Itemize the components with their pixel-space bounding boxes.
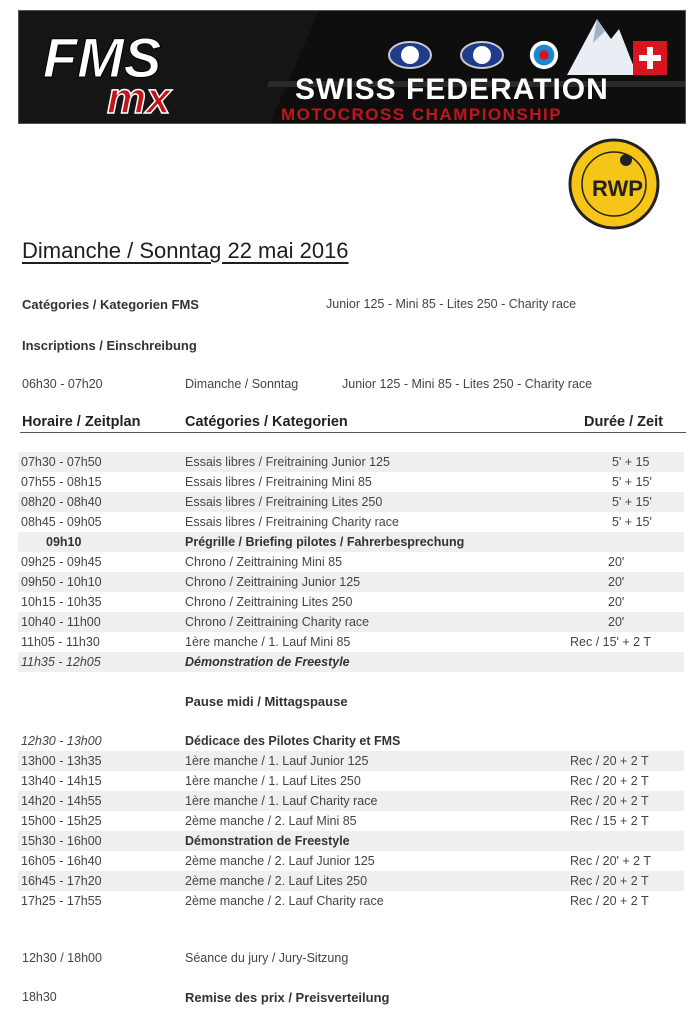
row-duration: Rec / 20 + 2 T xyxy=(570,754,649,768)
row-duration: Rec / 20' + 2 T xyxy=(570,854,652,868)
swiss-olympic-badge-icon xyxy=(527,39,561,71)
header-category: Catégories / Kategorien xyxy=(185,414,348,430)
fim-badge-icon xyxy=(387,39,433,71)
row-event: 1ère manche / 1. Lauf Junior 125 xyxy=(185,754,369,768)
row-time: 13h40 - 14h15 xyxy=(21,774,102,788)
table-row xyxy=(18,492,684,512)
federation-title: SWISS FEDERATION xyxy=(295,73,609,106)
registration-day: Dimanche / Sonntag xyxy=(185,377,299,391)
fms-mx-logo xyxy=(37,25,287,115)
table-row xyxy=(18,552,684,572)
row-event: Dédicace des Pilotes Charity et FMS xyxy=(185,734,401,748)
row-time: 09h25 - 09h45 xyxy=(21,555,102,569)
table-row xyxy=(18,891,684,911)
header-banner xyxy=(18,10,686,124)
lunch-break: Pause midi / Mittagspause xyxy=(185,694,348,709)
row-duration: Rec / 20 + 2 T xyxy=(570,774,649,788)
row-event: Démonstration de Freestyle xyxy=(185,655,350,669)
jury-time: 12h30 / 18h00 xyxy=(22,951,102,965)
row-time: 07h30 - 07h50 xyxy=(21,455,102,469)
row-time: 09h50 - 10h10 xyxy=(21,575,102,589)
row-event: Essais libres / Freitraining Mini 85 xyxy=(185,475,372,489)
header-duration: Durée / Zeit xyxy=(584,414,663,430)
categories-value: Junior 125 - Mini 85 - Lites 250 - Charity race xyxy=(326,297,577,311)
row-time: 10h15 - 10h35 xyxy=(21,595,102,609)
row-event: 2ème manche / 2. Lauf Junior 125 xyxy=(185,854,375,868)
championship-subtitle: MOTOCROSS CHAMPIONSHIP xyxy=(281,105,563,124)
svg-text:FMS: FMS xyxy=(43,26,162,89)
row-event: Démonstration de Freestyle xyxy=(185,834,350,848)
row-duration: 5' + 15' xyxy=(612,475,652,489)
fim-europe-badge-icon xyxy=(459,39,505,71)
table-row xyxy=(18,512,684,532)
row-event: Prégrille / Briefing pilotes / Fahrerbesprechung xyxy=(185,535,465,549)
row-time: 11h35 - 12h05 xyxy=(21,655,101,669)
row-duration: Rec / 20 + 2 T xyxy=(570,874,649,888)
table-row xyxy=(18,851,684,871)
row-time: 14h20 - 14h55 xyxy=(21,794,102,808)
registration-time: 06h30 - 07h20 xyxy=(22,377,103,391)
registration-categories: Junior 125 - Mini 85 - Lites 250 - Charity race xyxy=(342,377,593,391)
table-row xyxy=(18,771,684,791)
table-row xyxy=(18,751,684,771)
row-time: 10h40 - 11h00 xyxy=(21,615,101,629)
table-row xyxy=(18,532,684,552)
row-duration: 20' xyxy=(608,575,625,589)
row-duration: Rec / 20 + 2 T xyxy=(570,894,649,908)
row-event: Essais libres / Freitraining Junior 125 xyxy=(185,455,390,469)
row-time: 08h20 - 08h40 xyxy=(21,495,102,509)
header-divider xyxy=(20,432,686,433)
table-row xyxy=(18,452,684,472)
header-time: Horaire / Zeitplan xyxy=(22,414,141,430)
row-time: 07h55 - 08h15 xyxy=(21,475,102,489)
row-time: 15h30 - 16h00 xyxy=(21,834,102,848)
table-row xyxy=(18,652,684,672)
row-duration: 5' + 15 xyxy=(612,455,650,469)
table-row xyxy=(18,831,684,851)
table-row xyxy=(18,731,684,751)
row-time: 15h00 - 15h25 xyxy=(21,814,102,828)
row-event: Chrono / Zeittraining Charity race xyxy=(185,615,370,629)
row-duration: 5' + 15' xyxy=(612,495,652,509)
row-time: 12h30 - 13h00 xyxy=(21,734,102,748)
table-row xyxy=(18,592,684,612)
row-duration: Rec / 15 + 2 T xyxy=(570,814,649,828)
table-row xyxy=(18,612,684,632)
row-time: 17h25 - 17h55 xyxy=(21,894,102,908)
table-row xyxy=(18,632,684,652)
row-event: 1ère manche / 1. Lauf Mini 85 xyxy=(185,635,351,649)
table-row xyxy=(18,572,684,592)
row-time: 16h45 - 17h20 xyxy=(21,874,102,888)
row-duration: 5' + 15' xyxy=(612,515,652,529)
row-time: 09h10 xyxy=(46,535,82,549)
row-event: Chrono / Zeittraining Junior 125 xyxy=(185,575,361,589)
svg-text:RWP: RWP xyxy=(592,176,643,201)
page-title: Dimanche / Sonntag 22 mai 2016 xyxy=(22,238,349,263)
table-row xyxy=(18,791,684,811)
row-duration: Rec / 15' + 2 T xyxy=(570,635,652,649)
svg-text:mx: mx xyxy=(107,74,171,115)
row-duration: Rec / 20 + 2 T xyxy=(570,794,649,808)
rwp-sponsor-logo xyxy=(568,138,660,230)
row-event: 2ème manche / 2. Lauf Charity race xyxy=(185,894,384,908)
row-duration: 20' xyxy=(608,615,625,629)
row-event: Essais libres / Freitraining Charity race xyxy=(185,515,399,529)
prizes-event: Remise des prix / Preisverteilung xyxy=(185,990,390,1005)
table-row xyxy=(18,811,684,831)
row-time: 16h05 - 16h40 xyxy=(21,854,102,868)
registration-label: Inscriptions / Einschreibung xyxy=(22,338,197,353)
row-event: Chrono / Zeittraining Lites 250 xyxy=(185,595,353,609)
row-time: 13h00 - 13h35 xyxy=(21,754,102,768)
row-event: Essais libres / Freitraining Lites 250 xyxy=(185,495,383,509)
swiss-flag-icon xyxy=(633,41,667,75)
table-row xyxy=(18,871,684,891)
row-event: 2ème manche / 2. Lauf Lites 250 xyxy=(185,874,368,888)
row-duration: 20' xyxy=(608,595,625,609)
table-row xyxy=(18,472,684,492)
prizes-time: 18h30 xyxy=(22,990,57,1004)
row-event: 1ère manche / 1. Lauf Lites 250 xyxy=(185,774,361,788)
row-event: 1ère manche / 1. Lauf Charity race xyxy=(185,794,378,808)
row-time: 08h45 - 09h05 xyxy=(21,515,102,529)
row-time: 11h05 - 11h30 xyxy=(21,635,100,649)
mountain-icon xyxy=(567,15,637,75)
row-event: 2ème manche / 2. Lauf Mini 85 xyxy=(185,814,357,828)
row-event: Chrono / Zeittraining Mini 85 xyxy=(185,555,343,569)
jury-event: Séance du jury / Jury-Sitzung xyxy=(185,951,349,965)
row-duration: 20' xyxy=(608,555,625,569)
categories-label: Catégories / Kategorien FMS xyxy=(22,297,199,312)
